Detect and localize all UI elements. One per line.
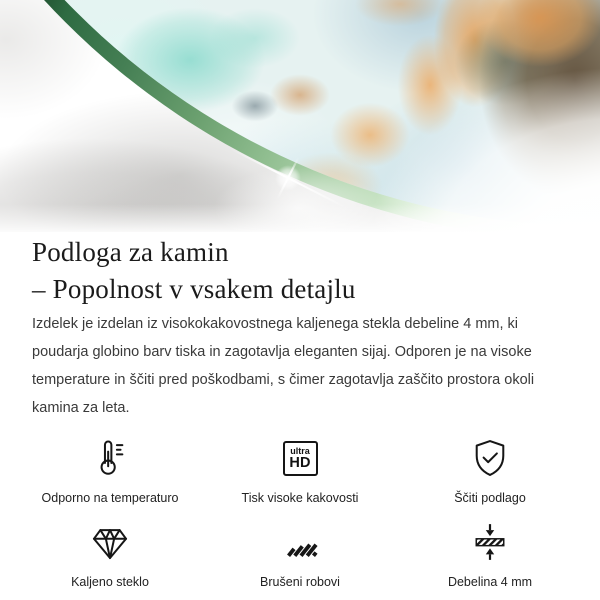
feature-label: Ščiti podlago bbox=[454, 491, 526, 505]
product-description: Izdelek je izdelan iz visokokakovostnega kaljenega stekla debeline 4 mm, ki poudarja globino barv tiska in zagotavlja eleganten sijaj. Odporen je na visoke temperature in ščiti pred poškodbami, s čimer zagotavlja zaščito prostora okoli kamina za leta. bbox=[32, 316, 535, 416]
feature-temperature bbox=[28, 435, 192, 505]
shield-check-icon bbox=[468, 435, 512, 481]
beveled-edges-icon bbox=[278, 519, 322, 565]
thermometer-icon bbox=[88, 435, 132, 481]
feature-polished-edges bbox=[218, 519, 382, 589]
page-title bbox=[32, 234, 568, 308]
ultra-hd-icon bbox=[283, 435, 318, 481]
feature-label: Brušeni robovi bbox=[260, 575, 340, 589]
feature-grid bbox=[0, 435, 600, 589]
ultra-hd-icon-text-bottom: HD bbox=[289, 454, 311, 471]
light-fade-overlay bbox=[0, 0, 600, 232]
feature-label: Debelina 4 mm bbox=[447, 575, 533, 589]
feature-label: Kaljeno steklo bbox=[71, 575, 149, 589]
thickness-icon bbox=[468, 519, 512, 565]
feature-print-quality bbox=[218, 435, 382, 505]
feature-protection bbox=[408, 435, 572, 505]
page-title-line2: – Popolnost v vsakem detajlu bbox=[32, 274, 356, 304]
feature-thickness bbox=[408, 519, 572, 589]
feature-label: Odporno na temperaturo bbox=[41, 491, 179, 505]
diamond-icon bbox=[88, 519, 132, 565]
page-title-line1: Podloga za kamin bbox=[32, 237, 229, 267]
product-info-section bbox=[0, 234, 600, 422]
product-image bbox=[0, 0, 600, 232]
feature-tempered-glass bbox=[28, 519, 192, 589]
feature-label: Tisk visoke kakovosti bbox=[241, 491, 359, 505]
ultra-hd-icon-text-top: ultra bbox=[290, 445, 310, 456]
